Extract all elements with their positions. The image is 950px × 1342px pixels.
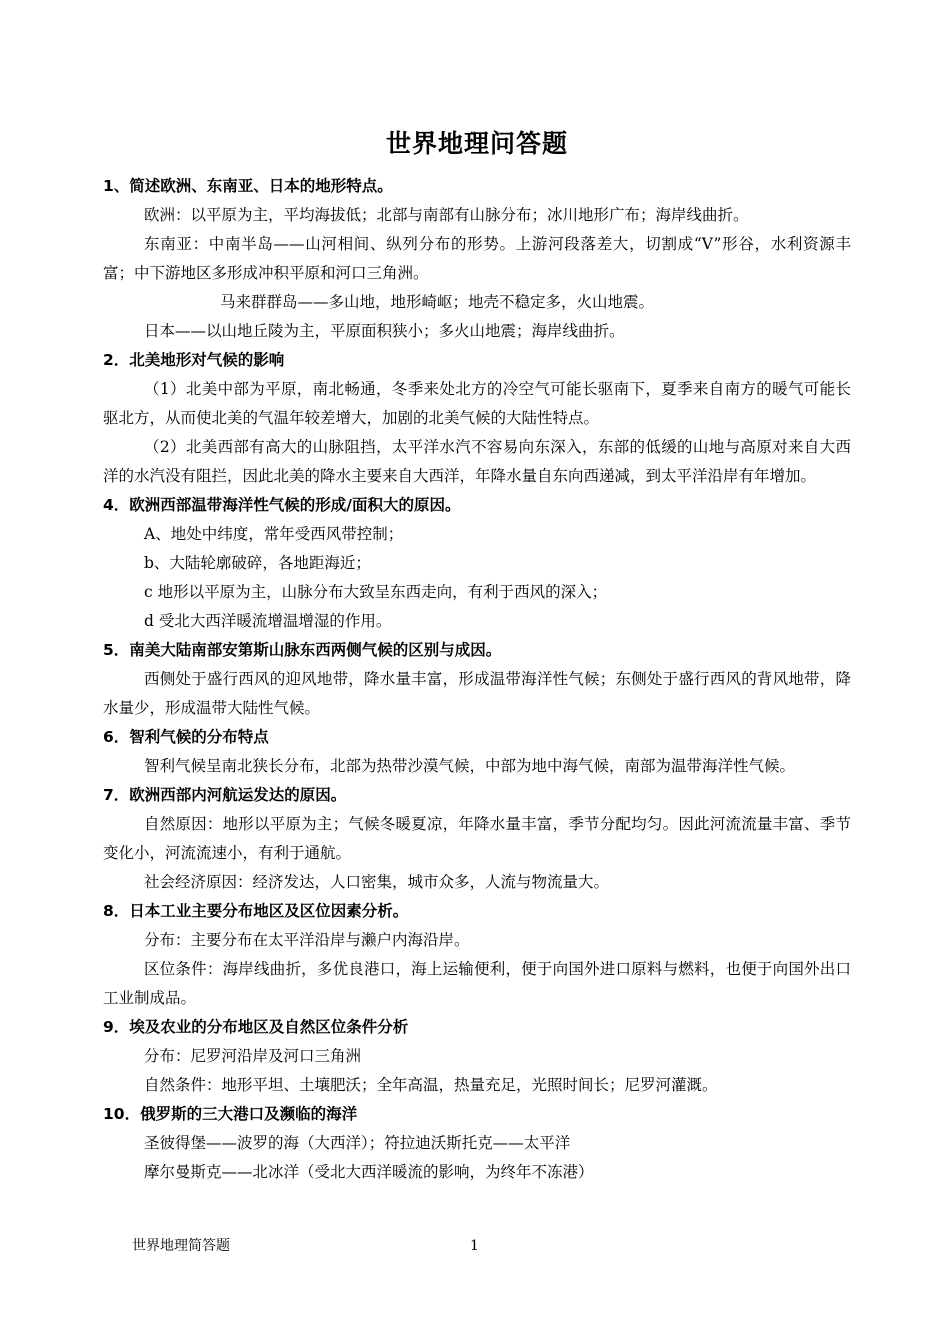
section-10 bbox=[103, 1100, 851, 1187]
page-title: 世界地理问答题 bbox=[385, 129, 568, 158]
section-heading: 2．北美地形对气候的影响 bbox=[103, 351, 285, 369]
paragraph: 自然条件：地形平坦、土壤肥沃；全年高温，热量充足，光照时间长；尼罗河灌溉。 bbox=[144, 1076, 718, 1094]
paragraph: 摩尔曼斯克——北冰洋（受北大西洋暖流的影响，为终年不冻港） bbox=[144, 1163, 594, 1181]
paragraph: （2）北美西部有高大的山脉阻挡，太平洋水汽不容易向东深入，东部的低缓的山地与高原对来自大西洋的水汽没有阻拦，因此北美的降水主要来自大西洋，年降水量自东向西递减，到太平洋沿岸有年增加。 bbox=[103, 438, 851, 485]
paragraph: 分布：尼罗河沿岸及河口三角洲 bbox=[144, 1047, 362, 1065]
section-heading: 9．埃及农业的分布地区及自然区位条件分析 bbox=[103, 1018, 409, 1036]
paragraph: 西侧处于盛行西风的迎风地带，降水量丰富，形成温带海洋性气候；东侧处于盛行西风的背风地带，降水量少，形成温带大陆性气候。 bbox=[103, 670, 851, 717]
section-8 bbox=[103, 897, 851, 1013]
paragraph: 日本——以山地丘陵为主，平原面积狭小；多火山地震；海岸线曲折。 bbox=[144, 322, 625, 340]
paragraph: 自然原因：地形以平原为主；气候冬暖夏凉，年降水量丰富，季节分配均匀。因此河流流量丰富、季节变化小，河流流速小，有利于通航。 bbox=[103, 815, 851, 862]
section-heading: 5．南美大陆南部安第斯山脉东西两侧气候的区别与成因。 bbox=[103, 641, 502, 659]
section-9 bbox=[103, 1013, 851, 1100]
paragraph: 圣彼得堡——波罗的海（大西洋）；符拉迪沃斯托克——太平洋 bbox=[144, 1134, 571, 1152]
paragraph: 分布：主要分布在太平洋沿岸与濑户内海沿岸。 bbox=[144, 931, 470, 949]
page-number: 1 bbox=[470, 1238, 479, 1254]
paragraph: c 地形以平原为主，山脉分布大致呈东西走向，有利于西风的深入； bbox=[144, 583, 608, 601]
section-4 bbox=[103, 491, 851, 636]
paragraph: d 受北大西洋暖流增温增湿的作用。 bbox=[144, 612, 392, 630]
paragraph: A、地处中纬度，常年受西风带控制； bbox=[144, 525, 404, 543]
paragraph: 东南亚：中南半岛——山河相间、纵列分布的形势。上游河段落差大，切割成“V”形谷，水利资源丰富；中下游地区多形成冲积平原和河口三角洲。 bbox=[103, 235, 851, 282]
paragraph: 欧洲：以平原为主，平均海拔低；北部与南部有山脉分布；冰川地形广布；海岸线曲折。 bbox=[144, 206, 749, 224]
section-2 bbox=[103, 346, 851, 491]
section-1 bbox=[103, 172, 851, 346]
paragraph: b、大陆轮廓破碎，各地距海近； bbox=[144, 554, 371, 572]
paragraph: 社会经济原因：经济发达，人口密集，城市众多，人流与物流量大。 bbox=[144, 873, 610, 891]
page-footer bbox=[132, 1235, 632, 1257]
section-heading: 7．欧洲西部内河航运发达的原因。 bbox=[103, 786, 347, 804]
section-6 bbox=[103, 723, 851, 781]
paragraph: 智利气候呈南北狭长分布，北部为热带沙漠气候，中部为地中海气候，南部为温带海洋性气候。 bbox=[144, 757, 796, 775]
section-heading: 1、简述欧洲、东南亚、日本的地形特点。 bbox=[103, 177, 393, 195]
document-page bbox=[103, 126, 851, 1187]
paragraph: （1）北美中部为平原，南北畅通，冬季来处北方的冷空气可能长驱南下，夏季来自南方的暖气可能长驱北方，从而使北美的气温年较差增大，加剧的北美气候的大陆性特点。 bbox=[103, 380, 851, 427]
section-7 bbox=[103, 781, 851, 897]
paragraph: 马来群群岛——多山地，地形崎岖；地壳不稳定多，火山地震。 bbox=[220, 293, 655, 311]
section-5 bbox=[103, 636, 851, 723]
section-heading: 8．日本工业主要分布地区及区位因素分析。 bbox=[103, 902, 409, 920]
footer-title: 世界地理简答题 bbox=[132, 1238, 230, 1254]
section-heading: 4．欧洲西部温带海洋性气候的形成/面积大的原因。 bbox=[103, 496, 461, 514]
paragraph: 区位条件：海岸线曲折，多优良港口，海上运输便利，便于向国外进口原料与燃料，也便于向国外出口工业制成品。 bbox=[103, 960, 851, 1007]
section-heading: 6．智利气候的分布特点 bbox=[103, 728, 269, 746]
section-heading: 10．俄罗斯的三大港口及濒临的海洋 bbox=[103, 1105, 358, 1123]
